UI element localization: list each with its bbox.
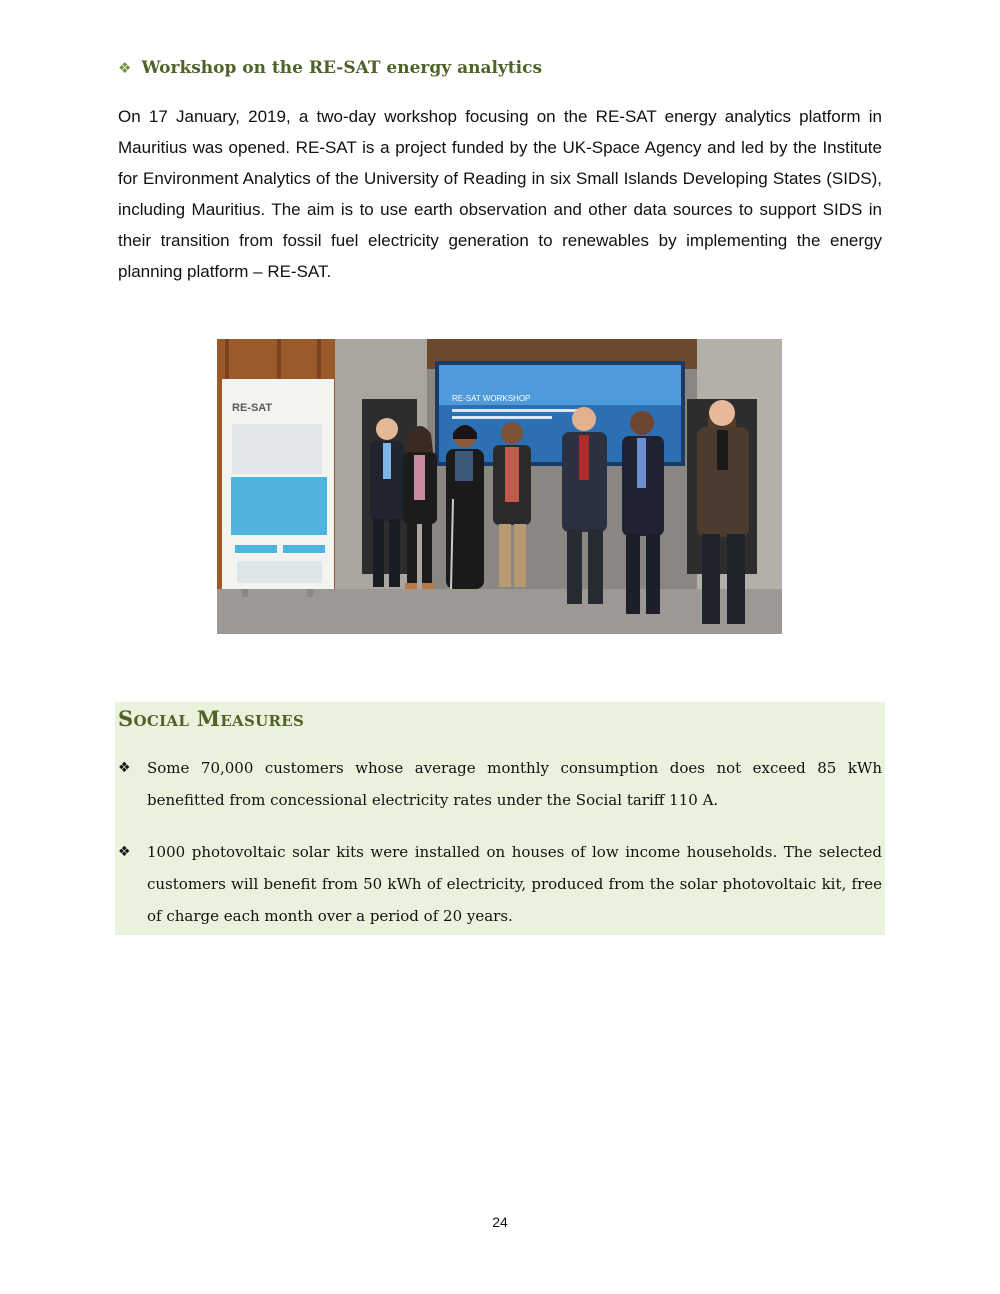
screen-title: RE-SAT WORKSHOP: [452, 394, 531, 403]
person-3: [446, 425, 484, 589]
banner-title: RE-SAT: [232, 402, 273, 414]
diamond-bullet-icon: ❖: [118, 844, 131, 860]
social-measures-heading: Social Measures: [118, 706, 305, 731]
workshop-heading: [118, 58, 542, 78]
social-measures-section: [115, 702, 885, 935]
diamond-bullet-icon: ❖: [118, 760, 131, 776]
workshop-paragraph: On 17 January, 2019, a two-day workshop focusing on the RE-SAT energy analytics platform in Mauritius was opened. RE-SAT is a project funded by the UK-Space Agency and led by the Institute for Environment Analytics of the University of Reading in six Small Islands Developing States (SIDS), including Mauritius. The aim is to use earth observation and other data sources to support SIDS in their transition from fossil fuel electricity generation to renewables by implementing the energy planning platform – RE-SAT.: [118, 107, 882, 281]
workshop-heading-text: Workshop on the RE-SAT energy analytics: [141, 58, 543, 78]
page-number: 24: [492, 1214, 508, 1230]
social-bullet-1: [118, 752, 882, 816]
workshop-group-photo: [217, 339, 782, 634]
social-bullet-2: [118, 836, 882, 932]
social-bullet-text: 1000 photovoltaic solar kits were installed on houses of low income households. The selected customers will benefit from 50 kWh of electricity, produced from the solar photovoltaic kit, free of charge each month over a period of 20 years.: [147, 843, 882, 925]
social-bullet-text: Some 70,000 customers whose average monthly consumption does not exceed 85 kWh benefitted from concessional electricity rates under the Social tariff 110 A.: [147, 759, 882, 809]
diamond-bullet-icon: ❖: [118, 59, 132, 77]
